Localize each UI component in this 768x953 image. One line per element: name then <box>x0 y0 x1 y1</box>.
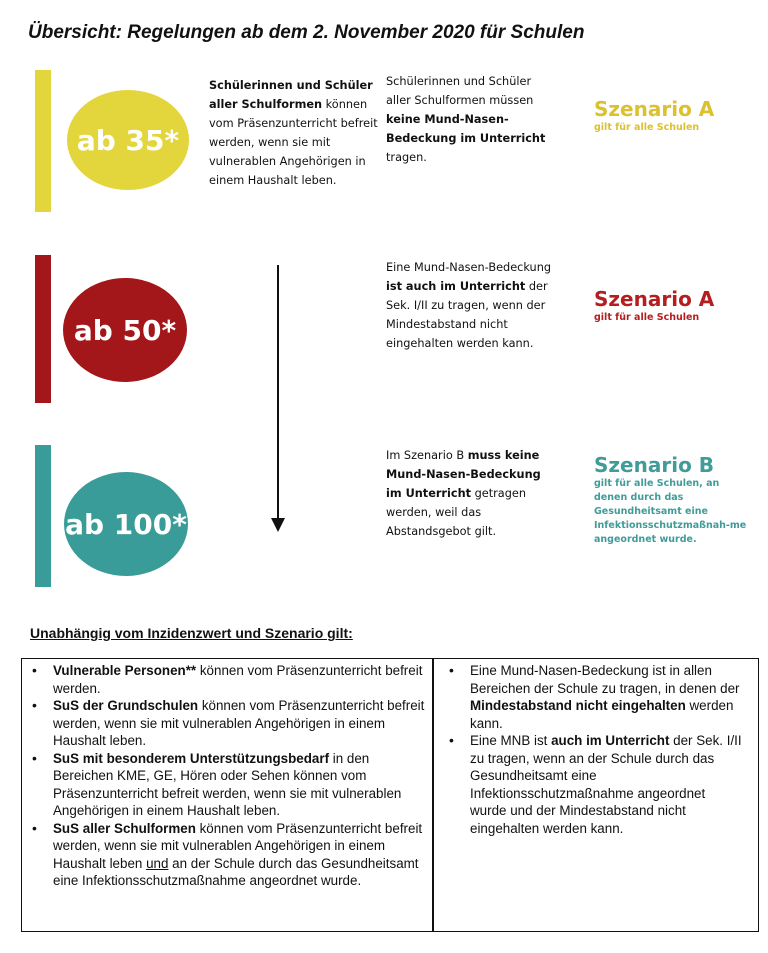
level-label: ab 100* <box>65 507 187 541</box>
scenario-b-teal: Szenario B gilt für alle Schulen, an denen durch das Gesundheitsamt eine Infektionsschutzmaßnah-me angeordnet wurde. <box>594 453 747 545</box>
level-label: ab 50* <box>73 313 177 347</box>
list-item: • Eine Mund-Nasen-Bedeckung ist in allen Bereichen der Schule zu tragen, in denen der Mindestabstand nicht eingehalten werden kann. <box>443 662 743 732</box>
down-arrow-icon <box>271 518 285 532</box>
list-item: • SuS mit besonderem Unterstützungsbedarf in den Bereichen KME, GE, Hören oder Sehen können vom Präsenzunterricht befreit werden, wenn sie mit vulnerablen Angehörigen in einem Haushalt leben. <box>26 750 426 820</box>
column-divider <box>432 659 434 931</box>
level-bar-100 <box>35 445 51 587</box>
level-circle-35 <box>67 90 189 190</box>
section-heading: Unabhängig vom Inzidenzwert und Szenario gilt: <box>30 625 353 641</box>
list-item: • SuS der Grundschulen können vom Präsenzunterricht befreit werden, wenn sie mit vulnerablen Angehörigen in einem Haushalt leben. <box>26 697 426 750</box>
level-50-mid-text: Eine Mund-Nasen-Bedeckung ist auch im Unterricht der Sek. I/II zu tragen, wenn der Mindestabstand nicht eingehalten werden kann. <box>386 261 552 350</box>
level-label: ab 35* <box>76 123 180 157</box>
right-rules-list <box>443 662 743 837</box>
rules-table <box>21 658 759 932</box>
list-item: • SuS aller Schulformen können vom Präsenzunterricht befreit werden, wenn sie mit vulnerablen Angehörigen in einem Haushalt leben und an der Schule durch das Gesundheitsamt eine Infektionsschutzmaßnahme angeordnet wurde. <box>26 820 426 890</box>
left-rules-list <box>26 662 426 890</box>
level-bar-35 <box>35 70 51 212</box>
level-bar-50 <box>35 255 51 403</box>
level-circle-50 <box>63 278 187 382</box>
level-circle-100 <box>64 472 188 576</box>
list-item: • Vulnerable Personen** können vom Präsenzunterricht befreit werden. <box>26 662 426 697</box>
down-arrow-line <box>277 265 279 520</box>
level-35-mid-text: Schülerinnen und Schüler aller Schulformen müssen keine Mund-Nasen-Bedeckung im Unterricht tragen. <box>386 75 546 164</box>
scenario-a-yellow: Szenario A gilt für alle Schulen <box>594 97 715 133</box>
scenario-a-red: Szenario A gilt für alle Schulen <box>594 287 715 323</box>
level-100-mid-text: Im Szenario B muss keine Mund-Nasen-Bedeckung im Unterricht getragen werden, weil das Abstandsgebot gilt. <box>386 449 541 538</box>
page-title: Übersicht: Regelungen ab dem 2. November 2020 für Schulen <box>28 22 585 43</box>
level-35-left-text: Schülerinnen und Schüler aller Schulformen können vom Präsenzunterricht befreit werden, wenn sie mit vulnerablen Angehörigen in einem Haushalt leben. <box>209 79 378 187</box>
list-item: • Eine MNB ist auch im Unterricht der Sek. I/II zu tragen, wenn an der Schule durch das Gesundheitsamt eine Infektionsschutzmaßnahme angeordnet wurde und der Mindestabstand nicht eingehalten werden kann. <box>443 732 743 837</box>
